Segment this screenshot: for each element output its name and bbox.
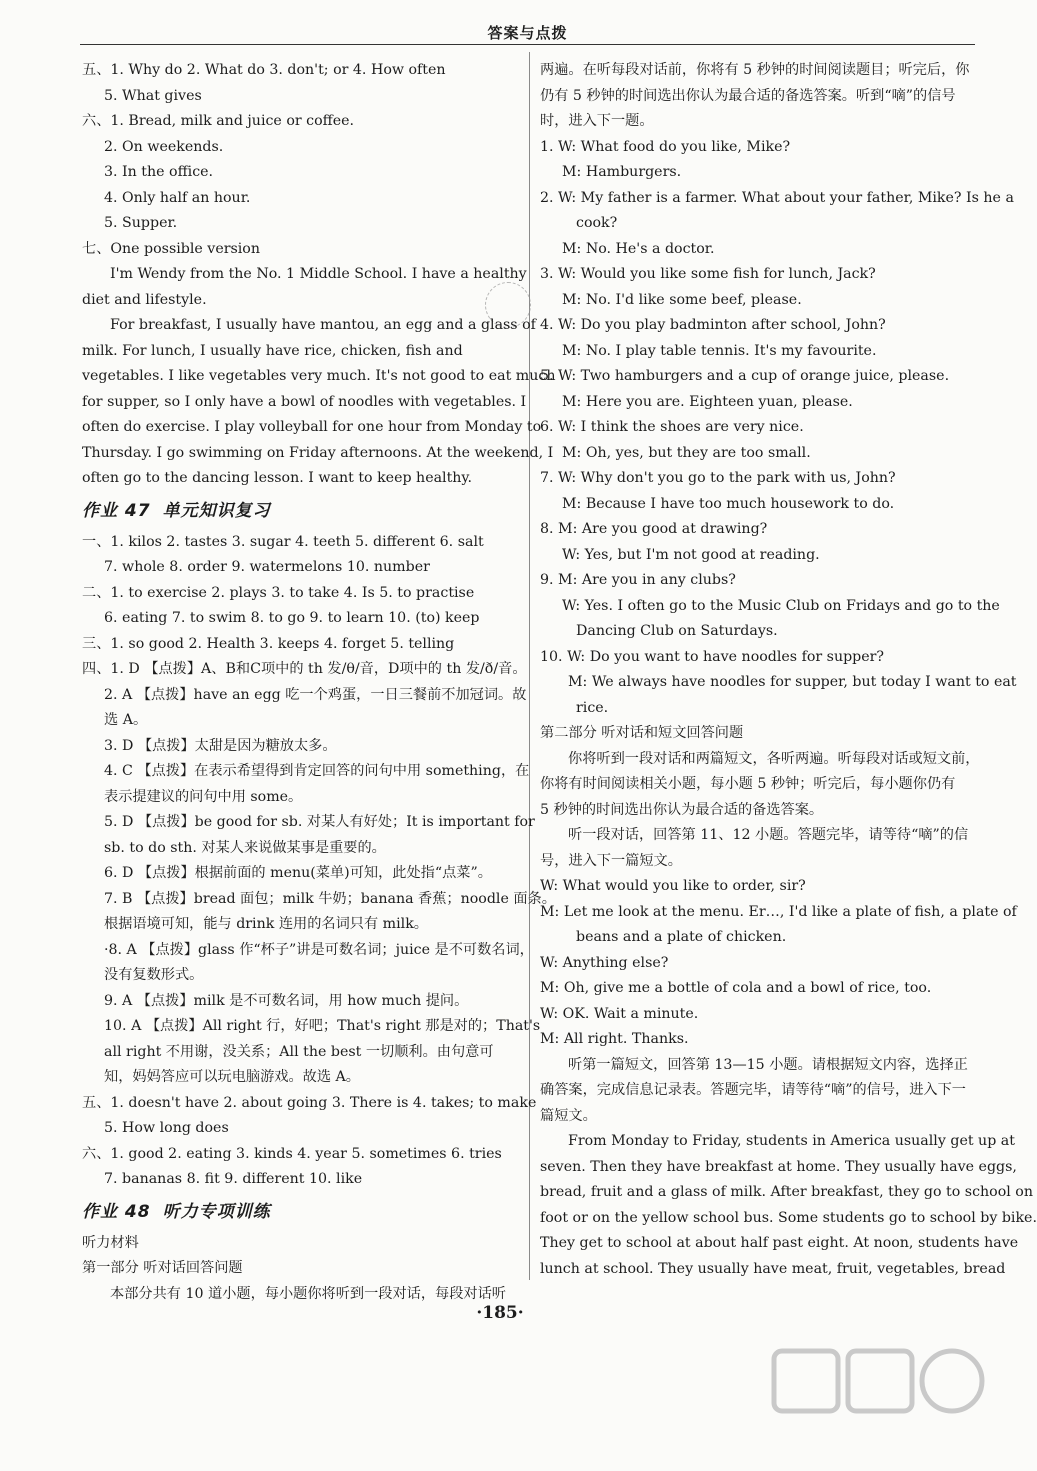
answer-line: For breakfast, I usually have mantou, an egg and a glass of bbox=[110, 317, 536, 333]
answer-line: 选 A。 bbox=[104, 712, 148, 728]
answer-line: 二、1. to exercise 2. plays 3. to take 4. Is 5. to practise bbox=[82, 584, 475, 601]
transcript-line: 4. W: Do you play badminton after school, John? bbox=[540, 317, 886, 333]
transcript-line: 2. W: My father is a farmer. What about your father, Mike? Is he a bbox=[540, 189, 1014, 206]
transcript-line: M: Because I have too much housework to do. bbox=[562, 495, 895, 512]
transcript-line: 你将有时间阅读相关小题，每小题 5 秒钟；听完后，每小题你仍有 bbox=[540, 776, 956, 792]
answer-line: 六、1. Bread, milk and juice or coffee. bbox=[82, 113, 355, 129]
answer-line: 5. D 【点拨】be good for sb. 对某人有好处；It is important for bbox=[104, 814, 535, 830]
answer-line: 知，妈妈答应可以玩电脑游戏。故选 A。 bbox=[104, 1069, 360, 1085]
listening-line: 听力材料 bbox=[82, 1234, 139, 1251]
transcript-line: 你将听到一段对话和两篇短文，各听两遍。听每段对话或短文前， bbox=[568, 750, 980, 767]
homework-47-number: 作业 47 bbox=[82, 500, 151, 521]
answer-line: 一、1. kilos 2. tastes 3. sugar 4. teeth 5. different 6. salt bbox=[82, 533, 484, 550]
answer-line: diet and lifestyle. bbox=[82, 291, 207, 308]
answer-line: sb. to do sth. 对某人来说做某事是重要的。 bbox=[104, 839, 386, 856]
answer-line: 5. Supper. bbox=[104, 215, 178, 231]
transcript-line: 篇短文。 bbox=[540, 1107, 597, 1124]
watermark-logo bbox=[770, 1345, 990, 1455]
transcript-line: M: No. I'd like some beef, please. bbox=[562, 291, 802, 308]
answer-line: 9. A 【点拨】milk 是不可数名词，用 how much 提问。 bbox=[104, 992, 469, 1009]
transcript-line: M: All right. Thanks. bbox=[540, 1031, 689, 1047]
homework-48-number: 作业 48 bbox=[82, 1201, 151, 1222]
answer-line: 7. bananas 8. fit 9. different 10. like bbox=[104, 1171, 363, 1187]
transcript-line: bread, fruit and a glass of milk. After breakfast, they go to school on bbox=[540, 1184, 1033, 1200]
transcript-line: beans and a plate of chicken. bbox=[576, 929, 787, 945]
homework-48-title: 听力专项训练 bbox=[162, 1201, 271, 1222]
transcript-line: 5 秒钟的时间选出你认为最合适的备选答案。 bbox=[540, 801, 824, 818]
transcript-line: M: Oh, yes, but they are too small. bbox=[562, 444, 811, 461]
transcript-line: W: Yes, but I'm not good at reading. bbox=[562, 546, 820, 563]
transcript-line: 7. W: Why don't you go to the park with us, John? bbox=[540, 470, 896, 486]
transcript-line: W: OK. Wait a minute. bbox=[540, 1005, 699, 1022]
listening-line: 第一部分 听对话回答问题 bbox=[82, 1260, 243, 1276]
transcript-line: W: Anything else? bbox=[540, 954, 669, 971]
transcript-line: 9. M: Are you in any clubs? bbox=[540, 572, 736, 588]
answer-line: 3. D 【点拨】太甜是因为糖放太多。 bbox=[104, 737, 337, 754]
transcript-line: 第二部分 听对话和短文回答问题 bbox=[540, 725, 744, 741]
answer-line: 2. On weekends. bbox=[104, 138, 224, 155]
answer-line: 5. What gives bbox=[104, 87, 202, 104]
answer-line: 五、1. Why do 2. What do 3. don't; or 4. How often bbox=[82, 62, 446, 78]
answer-line: ·8. A 【点拨】glass 作“杯子”讲是可数名词；juice 是不可数名词， bbox=[104, 941, 534, 958]
homework-48-heading bbox=[82, 1193, 522, 1231]
transcript-line: foot or on the yellow school bus. Some students go to school by bike. bbox=[540, 1209, 1037, 1226]
transcript-line: M: Let me look at the menu. Er…, I'd like a plate of fish, a plate of bbox=[540, 903, 1017, 920]
transcript-line: rice. bbox=[576, 699, 609, 716]
transcript-line: W: Yes. I often go to the Music Club on Fridays and go to the bbox=[562, 597, 1000, 614]
answer-line: I'm Wendy from the No. 1 Middle School. I have a healthy bbox=[110, 266, 527, 282]
listening-line: 本部分共有 10 道小题，每小题你将听到一段对话，每段对话听 bbox=[110, 1285, 506, 1302]
transcript-line: W: What would you like to order, sir? bbox=[540, 878, 806, 894]
transcript-line: 听一段对话，回答第 11、12 小题。答题完毕，请等待“嘀”的信 bbox=[568, 827, 969, 843]
answer-line: 7. whole 8. order 9. watermelons 10. number bbox=[104, 559, 430, 575]
transcript-line: 6. W: I think the shoes are very nice. bbox=[540, 419, 804, 435]
transcript-line: 仍有 5 秒钟的时间选出你认为最合适的备选答案。听到“嘀”的信号 bbox=[540, 87, 956, 104]
transcript-line: 时，进入下一题。 bbox=[540, 113, 654, 129]
answer-line: often do exercise. I play volleyball for one hour from Monday to bbox=[82, 419, 542, 435]
answer-line: 根据语境可知，能与 drink 连用的名词只有 milk。 bbox=[104, 916, 428, 932]
transcript-line: lunch at school. They usually have meat, fruit, vegetables, bread bbox=[540, 1260, 1006, 1277]
answer-line: 4. C 【点拨】在表示希望得到肯定回答的问句中用 something，在 bbox=[104, 763, 530, 779]
transcript-line: From Monday to Friday, students in America usually get up at bbox=[568, 1133, 1015, 1149]
answer-line: 3. In the office. bbox=[104, 164, 214, 180]
answer-line: Thursday. I go swimming on Friday afternoons. At the weekend, I bbox=[82, 444, 554, 461]
transcript-line: 8. M: Are you good at drawing? bbox=[540, 521, 768, 537]
answer-line: 2. A 【点拨】have an egg 吃一个鸡蛋，一日三餐前不加冠词。故 bbox=[104, 686, 527, 703]
answer-line: 表示提建议的问句中用 some。 bbox=[104, 788, 303, 805]
transcript-line: M: No. I play table tennis. It's my favourite. bbox=[562, 342, 877, 359]
right-column bbox=[540, 58, 1037, 1282]
left-column bbox=[82, 58, 556, 1307]
answer-line: 三、1. so good 2. Health 3. keeps 4. forget 5. telling bbox=[82, 635, 455, 652]
left-section-2 bbox=[82, 530, 556, 1193]
answer-line: 7. B 【点拨】bread 面包；milk 牛奶；banana 香蕉；noodle 面条。 bbox=[104, 890, 556, 907]
transcript-line: 10. W: Do you want to have noodles for supper? bbox=[540, 648, 885, 665]
page-header: 答案与点拨 bbox=[80, 22, 975, 45]
answer-line: for supper, so I only have a bowl of noodles with vegetables. I bbox=[82, 393, 527, 410]
left-section-3 bbox=[82, 1231, 522, 1308]
transcript-line: They get to school at about half past eight. At noon, students have bbox=[540, 1235, 1019, 1251]
transcript-line: 两遍。在听每段对话前，你将有 5 秒钟的时间阅读题目；听完后，你 bbox=[540, 62, 970, 78]
transcript-line: cook? bbox=[576, 215, 618, 231]
transcript-line: 3. W: Would you like some fish for lunch, Jack? bbox=[540, 266, 876, 282]
answer-line: often go to the dancing lesson. I want to keep healthy. bbox=[82, 470, 473, 486]
answer-line: 4. Only half an hour. bbox=[104, 189, 251, 206]
homework-47-heading bbox=[82, 492, 522, 530]
answer-line: 5. How long does bbox=[104, 1120, 229, 1136]
transcript-line: 号，进入下一篇短文。 bbox=[540, 852, 682, 869]
left-section-1 bbox=[82, 58, 556, 492]
transcript-line: M: We always have noodles for supper, but today I want to eat bbox=[568, 674, 1017, 690]
answer-line: 七、One possible version bbox=[82, 240, 260, 257]
transcript-line: M: No. He's a doctor. bbox=[562, 240, 715, 257]
transcript-line: M: Hamburgers. bbox=[562, 164, 682, 180]
page-number: ·185· bbox=[476, 1303, 524, 1323]
homework-47-title: 单元知识复习 bbox=[162, 500, 271, 521]
answer-line: 6. D 【点拨】根据前面的 menu(菜单)可知，此处指“点菜”。 bbox=[104, 865, 492, 881]
answer-line: 没有复数形式。 bbox=[104, 967, 204, 983]
answer-line: all right 不用谢，没关系；All the best 一切顺利。由句意可 bbox=[104, 1043, 494, 1060]
transcript-line: seven. Then they have breakfast at home. They usually have eggs, bbox=[540, 1158, 1017, 1175]
answer-line: 四、1. D 【点拨】A、B和C项中的 th 发/θ/音，D项中的 th 发/ð/音。 bbox=[82, 661, 527, 677]
transcript-line: Dancing Club on Saturdays. bbox=[576, 623, 778, 639]
transcript-line: 1. W: What food do you like, Mike? bbox=[540, 138, 791, 155]
answer-line: vegetables. I like vegetables very much. It's not good to eat much bbox=[82, 368, 556, 384]
transcript-line: 5. W: Two hamburgers and a cup of orange juice, please. bbox=[540, 368, 950, 384]
right-section bbox=[540, 58, 1037, 1282]
answer-line: 六、1. good 2. eating 3. kinds 4. year 5. sometimes 6. tries bbox=[82, 1145, 502, 1162]
transcript-line: 确答案，完成信息记录表。答题完毕，请等待“嘀”的信号，进入下一 bbox=[540, 1082, 966, 1098]
answer-line: 6. eating 7. to swim 8. to go 9. to learn 10. (to) keep bbox=[104, 610, 480, 626]
transcript-line: M: Oh, give me a bottle of cola and a bowl of rice, too. bbox=[540, 980, 932, 996]
answer-line: 五、1. doesn't have 2. about going 3. There is 4. takes; to make bbox=[82, 1094, 537, 1111]
answer-line: milk. For lunch, I usually have rice, chicken, fish and bbox=[82, 342, 463, 359]
transcript-line: M: Here you are. Eighteen yuan, please. bbox=[562, 393, 853, 410]
transcript-line: 听第一篇短文，回答第 13—15 小题。请根据短文内容，选择正 bbox=[568, 1056, 968, 1073]
answer-line: 10. A 【点拨】All right 行，好吧；That's right 那是对的；That's bbox=[104, 1018, 541, 1034]
